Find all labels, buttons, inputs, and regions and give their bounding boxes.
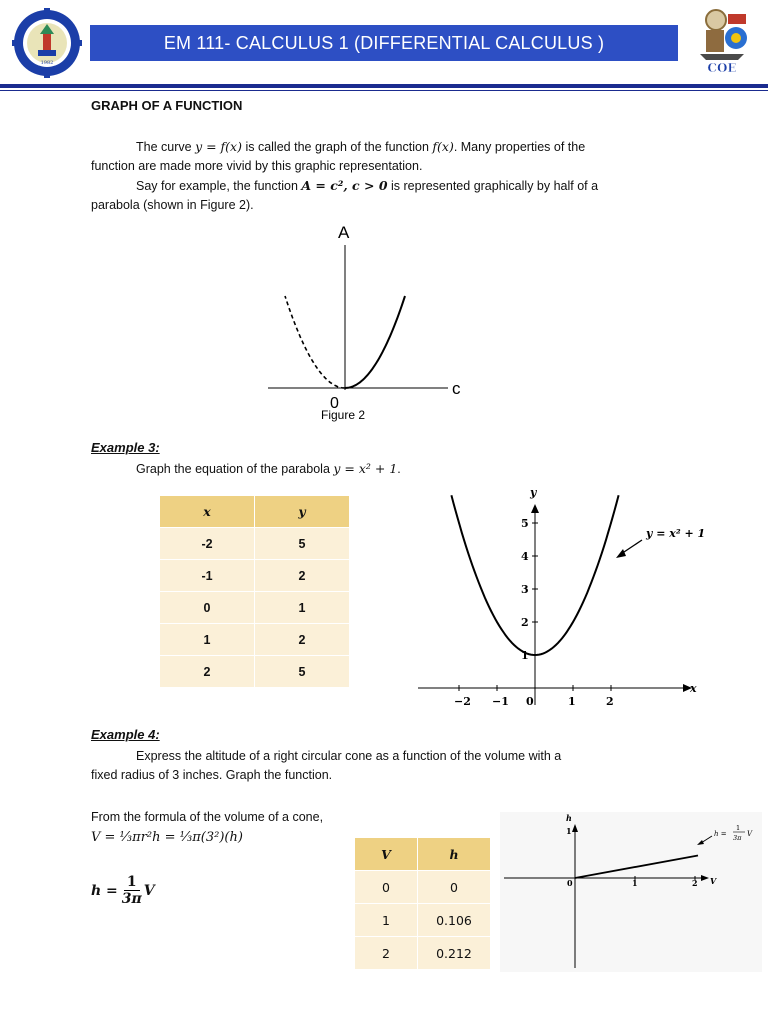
parabola-chart	[410, 480, 710, 715]
chart2-annotation-var: V	[747, 830, 753, 838]
table-row: -1 2	[160, 560, 350, 592]
table-row: 2 5	[160, 656, 350, 688]
table-row: -2 5	[160, 528, 350, 560]
formula-intro: From the formula of the volume of a cone,	[91, 810, 324, 824]
chart1-y-tick-label: 3	[521, 583, 529, 596]
intro-line-2: function are made more vivid by this graphic representation.	[91, 159, 423, 173]
chart2-y-label: h	[566, 813, 572, 823]
intro-line-1: The curve y = f(x) is called the graph of the function f(x). Many properties of the	[136, 139, 586, 154]
h-formula-var: V	[143, 882, 155, 899]
chart2-x-label: V	[710, 876, 717, 886]
h-formula-denominator: 3π	[121, 891, 142, 907]
chart2-y-tick-label: 1	[566, 826, 572, 836]
chart1-x-tick-label: 2	[606, 695, 614, 708]
chart2-annotation-lhs: h =	[714, 830, 727, 838]
chart1-y-arrow	[531, 504, 539, 513]
header-rule	[0, 84, 768, 88]
chart1-data-point	[610, 522, 612, 524]
chart2-annotation-num: 1	[736, 824, 741, 832]
chart1-annotation-arrowhead	[616, 549, 626, 558]
chart2-data-point	[574, 877, 575, 878]
chart1-y-tick-label: 5	[521, 517, 529, 530]
h-formula-numerator: 1	[124, 874, 140, 891]
h-formula-lhs: h =	[91, 882, 118, 899]
chart2-x-tick-label: 0	[567, 878, 573, 888]
table-row: 1 2	[160, 624, 350, 656]
example-4-text	[91, 747, 691, 785]
figure2-caption: Figure 2	[321, 408, 366, 422]
chart1-y-tick-label: 4	[521, 550, 529, 563]
table-header-v: V	[355, 838, 418, 871]
chart1-x-label: x	[690, 682, 697, 695]
chart1-data-point	[572, 621, 574, 623]
chart1-y-tick-label: 2	[521, 616, 529, 629]
header-rule-thin	[0, 90, 768, 91]
table-header-y: y	[255, 496, 350, 528]
chart1-annotation	[616, 527, 705, 558]
chart1-ticks	[454, 517, 614, 708]
example-4-title: Example 4:	[91, 727, 160, 742]
h-formula-fraction	[122, 874, 142, 907]
example-3-table	[159, 495, 350, 688]
example-4-line-1: Express the altitude of a right circular cone as a function of the volume with a	[136, 749, 562, 763]
example-4-table	[354, 837, 491, 970]
h-formula	[91, 874, 155, 907]
chart1-axes	[418, 486, 697, 705]
seal-year: 1982	[40, 60, 54, 66]
chart1-y-tick-label: 1	[521, 649, 529, 662]
chart1-data-point	[458, 522, 460, 524]
intro-paragraph	[91, 137, 691, 215]
coe-logo-text: COE	[707, 61, 737, 75]
table-header-h: h	[418, 838, 491, 871]
example-3-text: Graph the equation of the parabola y = x² + 1.	[136, 461, 401, 476]
coe-logo	[692, 6, 752, 76]
section-title: GRAPH OF A FUNCTION	[91, 98, 243, 113]
chart1-x-tick-label: 1	[568, 695, 576, 708]
chart2-x-tick-label: 1	[632, 878, 638, 888]
chart1-data-point	[534, 654, 536, 656]
page-header-title: EM 111- CALCULUS 1 (DIFFERENTIAL CALCULUS )	[90, 25, 678, 61]
chart2-x-tick-label: 2	[692, 878, 698, 888]
volume-formula: V = ⅓πr²h = ⅓π(3²)(h)	[91, 830, 243, 845]
chart1-y-label: y	[530, 486, 537, 499]
chart1-annotation-label: y = x² + 1	[646, 527, 706, 540]
cone-height-chart	[500, 812, 762, 972]
figure2-solid-branch	[345, 296, 405, 388]
table-row: 0 0	[355, 871, 491, 904]
chart2-data-point	[694, 855, 695, 856]
table-row: 0 1	[160, 592, 350, 624]
intro-line-4: parabola (shown in Figure 2).	[91, 198, 254, 212]
university-seal-logo	[12, 8, 82, 78]
chart1-x-tick-label: 0	[526, 695, 534, 708]
table-header-x: x	[160, 496, 255, 528]
chart1-x-tick-label: −1	[492, 695, 509, 708]
table-row: 2 0.212	[355, 937, 491, 970]
chart2-annotation-den: 3π	[733, 834, 742, 842]
figure2-x-label: c	[452, 379, 461, 398]
figure-2-graph	[260, 215, 480, 430]
figure2-y-label: A	[338, 223, 350, 242]
chart1-x-tick-label: −2	[454, 695, 471, 708]
example-3-title: Example 3:	[91, 440, 160, 455]
figure2-dashed-branch	[285, 296, 345, 388]
chart2-data-point	[634, 866, 635, 867]
example-4-line-2: fixed radius of 3 inches. Graph the function.	[91, 768, 333, 782]
chart1-data-point	[496, 621, 498, 623]
table-row: 1 0.106	[355, 904, 491, 937]
intro-line-3: Say for example, the function A = c², c > 0 is represented graphically by half of a	[136, 178, 599, 193]
figure2-origin-label: 0	[330, 395, 339, 412]
